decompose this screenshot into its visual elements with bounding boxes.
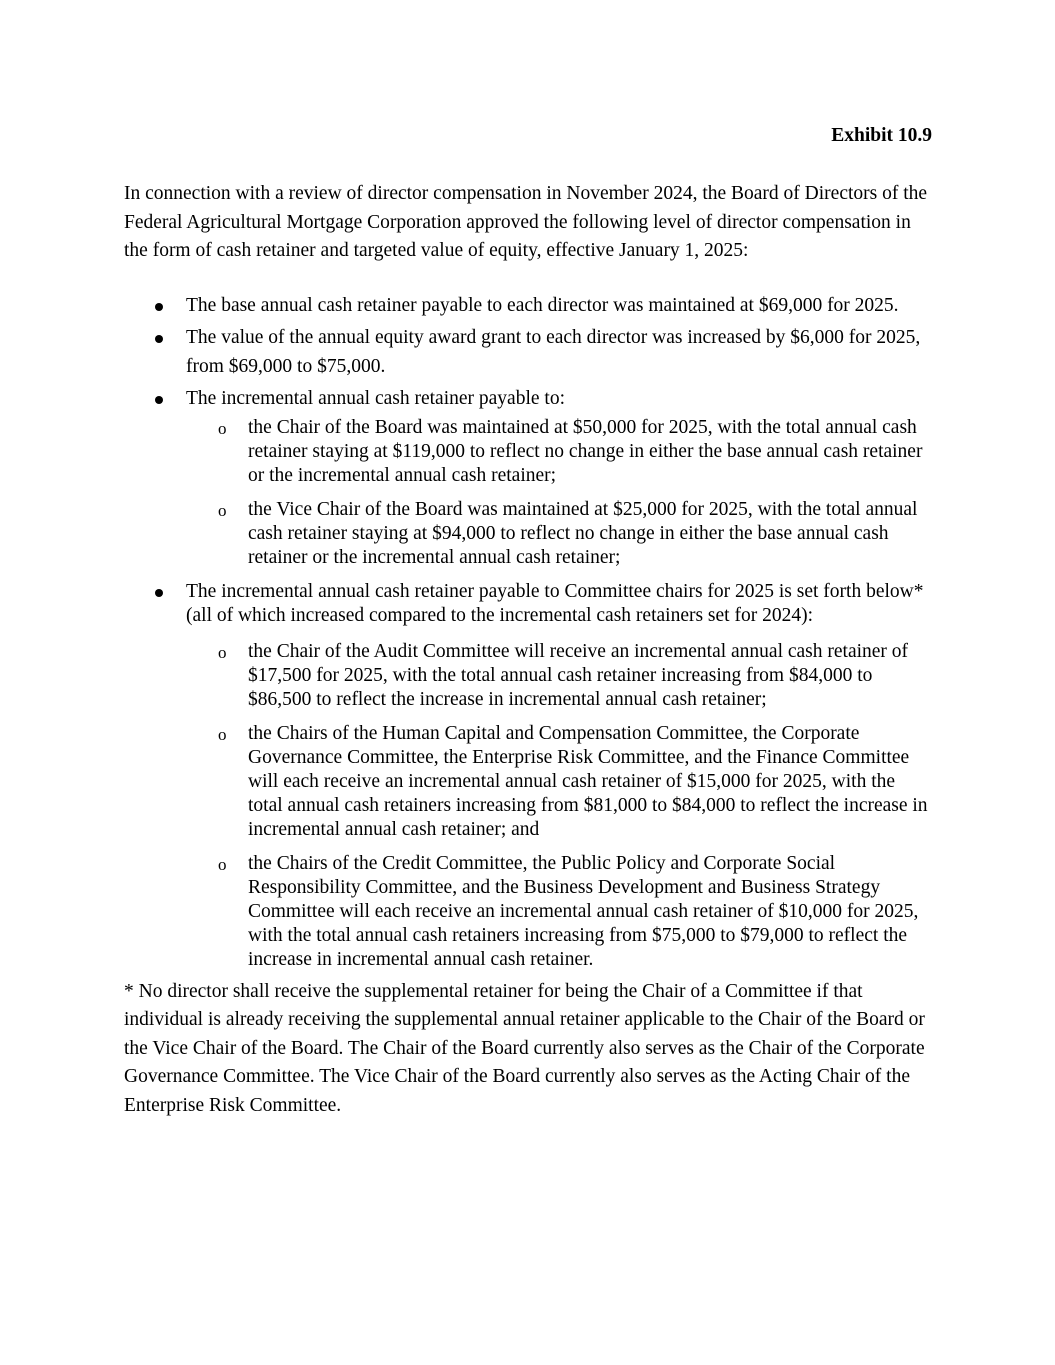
sub-list-item [186, 640, 932, 712]
bullet-dot-icon [155, 589, 163, 597]
circle-bullet-icon: o [218, 724, 227, 744]
intro-paragraph: In connection with a review of director compensation in November 2024, the Board of Directors of the Federal Agricultural Mortgage Corporation approved the following level of director compensation in the form of cash retainer and targeted value of equity, effective January 1, 2025: [124, 183, 928, 261]
board-chair-sublist [186, 416, 932, 570]
bullet-text: The incremental annual cash retainer payable to Committee chairs for 2025 is set forth below* (all of which increased compared to the incremental cash retainers set for 2024): [186, 580, 924, 626]
bullet-dot-icon [155, 396, 163, 404]
sub-list-item [186, 722, 932, 842]
circle-bullet-icon: o [218, 418, 227, 438]
sub-bullet-text: the Chairs of the Credit Committee, the Public Policy and Corporate Social Responsibility Committee, and the Business Development and Business Strategy Committee will each receive an incremental annual cash retainer of $10,000 for 2025, with the total annual cash retainers increasing from $75,000 to $79,000 to reflect the increase in incremental annual cash retainer. [248, 852, 919, 970]
exhibit-label: Exhibit 10.9 [831, 125, 932, 146]
circle-bullet-icon: o [218, 500, 227, 520]
sub-bullet-text: the Chair of the Audit Committee will receive an incremental annual cash retainer of $17,500 for 2025, with the total annual cash retainer increasing from $84,000 to $86,500 to reflect the increase in incremental annual cash retainer; [248, 640, 909, 710]
sub-list-item [186, 416, 932, 488]
list-item [124, 580, 932, 972]
footnote: * No director shall receive the supplemental retainer for being the Chair of a Committee if that individual is already receiving the supplemental annual retainer applicable to the Chair of the Board or the Vice Chair of the Board. The Chair of the Board currently also serves as the Chair of the Corporate Governance Committee. The Vice Chair of the Board currently also serves as the Acting Chair of the Enterprise Risk Committee. [124, 980, 925, 1116]
bullet-dot-icon [155, 335, 163, 343]
bullet-text: The incremental annual cash retainer payable to: [186, 388, 565, 409]
bullet-text: The base annual cash retainer payable to each director was maintained at $69,000 for 2025. [186, 294, 899, 316]
bullet-dot-icon [155, 303, 163, 311]
document-page [124, 122, 932, 1120]
sub-list-item [186, 852, 932, 972]
sub-bullet-text: the Chair of the Board was maintained at $50,000 for 2025, with the total annual cash retainer staying at $119,000 to reflect no change in either the base annual cash retainer or the incremental annual cash retainer; [248, 416, 923, 486]
list-item [124, 292, 932, 321]
compensation-list [124, 292, 932, 972]
committee-chair-sublist [186, 640, 932, 972]
sub-list-item [186, 498, 932, 570]
sub-bullet-text: the Vice Chair of the Board was maintained at $25,000 for 2025, with the total annual cash retainer staying at $94,000 to reflect no change in either the base annual cash retainer or the incremental annual cash retainer; [248, 498, 918, 568]
bullet-text: The value of the annual equity award grant to each director was increased by $6,000 for 2025, from $69,000 to $75,000. [186, 327, 921, 377]
list-item [124, 385, 932, 570]
sub-bullet-text: the Chairs of the Human Capital and Compensation Committee, the Corporate Governance Committee, the Enterprise Risk Committee, and the Finance Committee will each receive an incremental annual cash retainer of $15,000 for 2025, with the total annual cash retainers increasing from $81,000 to $84,000 to reflect the increase in incremental annual cash retainer; and [248, 722, 928, 840]
circle-bullet-icon: o [218, 854, 227, 874]
list-item [124, 324, 932, 381]
circle-bullet-icon: o [218, 642, 227, 662]
